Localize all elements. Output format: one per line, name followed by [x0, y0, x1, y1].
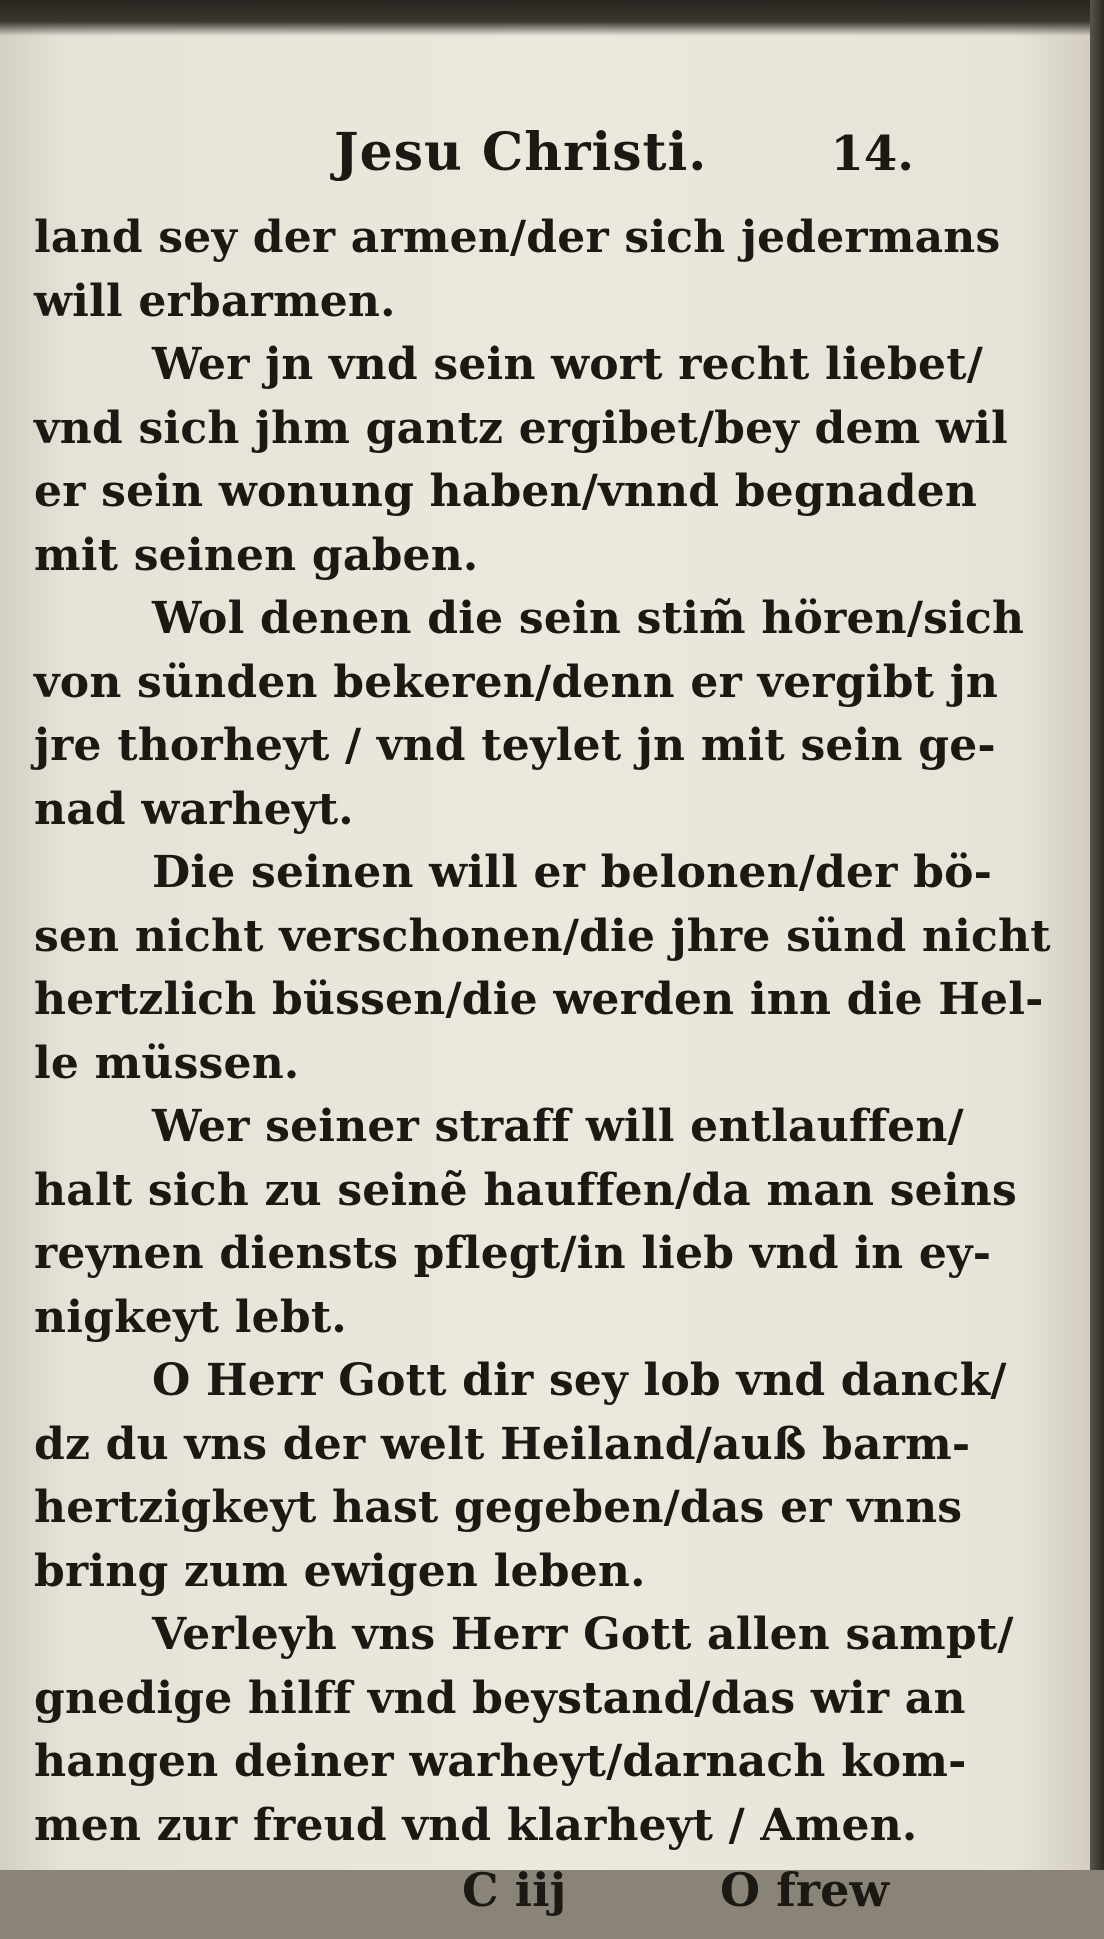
signature-mark: C iij: [462, 1863, 567, 1917]
text-line: mit seinen gaben.: [34, 529, 479, 581]
text-block: [34, 118, 1051, 1939]
running-head: [34, 118, 914, 206]
text-line: gnedige hilff vnd beystand/das wir an: [34, 1672, 966, 1724]
text-line: nigkeyt lebt.: [34, 1291, 347, 1343]
text-line: nad warheyt.: [34, 783, 354, 835]
text-line: Wer jn vnd sein wort recht liebet/: [152, 339, 984, 390]
text-line: hertzlich büssen/die werden inn die Hel-: [34, 974, 1044, 1025]
text-line: O Herr Gott dir sey lob vnd danck/: [152, 1355, 1007, 1406]
text-line: er sein wonung haben/vnnd begnaden: [34, 466, 978, 517]
running-head-title: Jesu Christi.: [334, 122, 708, 183]
text-line: hertzigkeyt hast gegeben/das er vnns: [34, 1482, 963, 1533]
text-line: dz du vns der welt Heiland/auß barm-: [34, 1418, 971, 1470]
page-number: 14.: [830, 126, 914, 182]
text-line: sen nicht verschonen/die jhre sünd nicht: [34, 910, 1051, 962]
catchword: O frew: [720, 1863, 889, 1917]
text-line: hangen deiner warheyt/darnach kom-: [34, 1736, 967, 1787]
text-line: bring zum ewigen leben.: [34, 1545, 646, 1597]
body-text: [34, 206, 1051, 1857]
page-footer: [34, 1863, 914, 1939]
text-line: Die seinen will er belonen/der bö-: [152, 847, 993, 898]
text-line: land sey der armen/der sich jedermans: [34, 212, 1001, 263]
text-line: men zur freud vnd klarheyt / Amen.: [34, 1799, 918, 1851]
text-line: reynen diensts pflegt/in lieb vnd in ey-: [34, 1228, 992, 1279]
text-line: will erbarmen.: [34, 275, 396, 327]
text-line: vnd sich jhm gantz ergibet/bey dem wil: [34, 402, 1008, 454]
text-line: von sünden bekeren/denn er vergibt jn: [34, 656, 999, 708]
text-line: Verleyh vns Herr Gott allen sampt/: [152, 1609, 1014, 1660]
text-line: le müssen.: [34, 1037, 300, 1089]
text-line: Wer seiner straff will entlauffen/: [152, 1101, 964, 1152]
text-line: Wol denen die sein stim̃ hören/sich: [152, 593, 1025, 644]
text-line: jre thorheyt / vnd teylet jn mit sein ge-: [34, 720, 996, 771]
text-line: halt sich zu seinẽ hauffen/da man seins: [34, 1164, 1017, 1216]
